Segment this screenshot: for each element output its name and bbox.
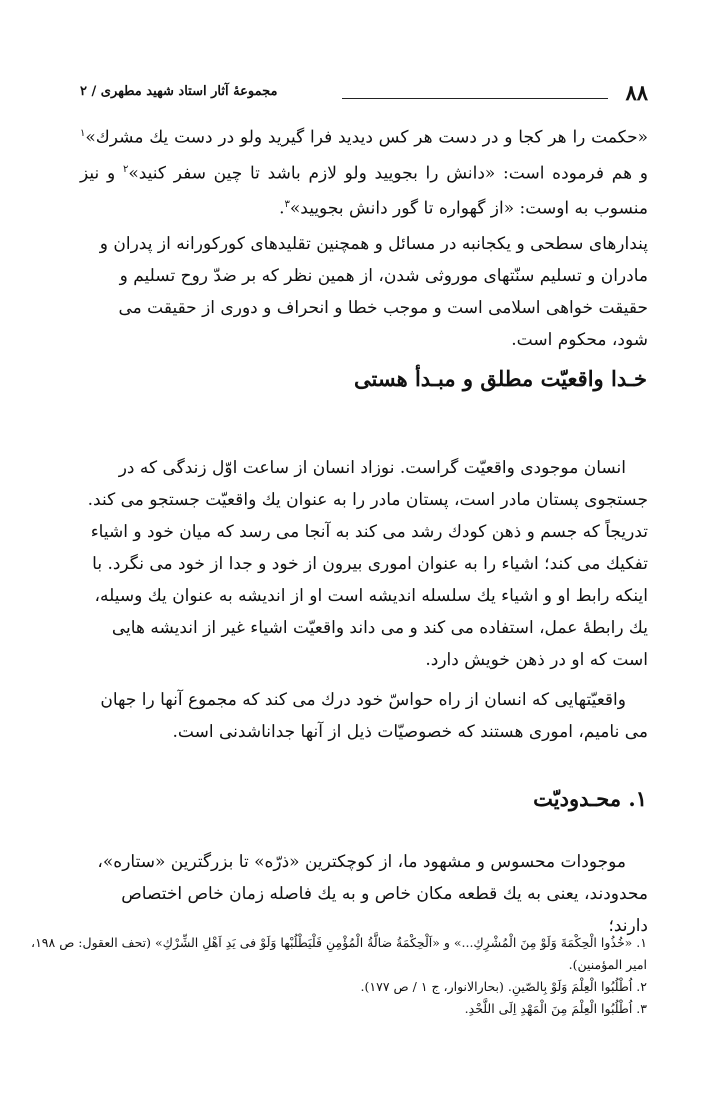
footnotes [31, 932, 647, 1020]
header-rule [342, 98, 608, 99]
paragraph-3-text: انسان موجودی واقعيّت گراست. نوزاد انسان از ساعت اوّل زندگی كه در جستجوی پستان مادر است، پستان مادر را به عنوان يك واقعيّت جستجو می كند. تدريجاً كه جسم و ذهن كودك رشد می كند به آنجا می رسد كه ميان خود و اشياء تفكيك می كند؛ اشياء را به عنوان اموری بيرون از خود و جدا از خود می نگرد. با اينكه رابط او و اشياء يك سلسله انديشه است او از انديشه به عنوان يك وسيله، يك رابطهٔ عمل، استفاده می كند و می داند واقعيّت اشياء غير از انديشه هايی است كه او در ذهن خويش دارد. [87, 458, 648, 670]
running-header [80, 80, 648, 110]
footnote-3: ۳. اُطْلُبُوا الْعِلْمَ مِنَ الْمَهْدِ اِلَى اللَّحْدِ. [464, 1001, 647, 1016]
footnote-ref-1: ۱ [80, 128, 86, 139]
paragraph-1 [80, 118, 648, 225]
page-number: ۸۸ [625, 80, 648, 105]
quote-text-1: «حكمت را هر كجا و در دست هر كس ديديد فرا گيريد ولو در دست يك مشرك» [85, 127, 648, 148]
paragraph-4 [80, 684, 648, 748]
footnote-2: ۲. اُطْلُبُوا الْعِلْمَ وَلَوْ بِالصّينِ. (بحارالانوار، ج ۱ / ص ۱۷۷). [360, 979, 647, 994]
quote-text-2: و هم فرموده است: «دانش را بجوييد ولو لازم باشد تا چين سفر كنيد» [128, 163, 649, 184]
footnote-1: ۱. «خُذُوا الْحِكْمَةَ وَلَوْ مِنَ الْمُشْرِكِ...» و «اَلْحِكْمَةُ ضالَّةُ الْمُؤْمِنِ فَلْيَطْلُبْها وَلَوْ فی يَدِ اَهْلِ الشِّرْكِ» (تحف العقول: ص ۱۹۸، [31, 935, 647, 950]
paragraph-2 [80, 228, 648, 356]
section-heading: خـدا واقعيّت مطلق و مبـدأ هستی [354, 366, 647, 391]
paragraph-4-text: واقعيّتهايی كه انسان از راه حواسّ خود درك می كند كه مجموع آنها را جهان می ناميم، اموری هستند كه خصوصيّات ذيل از آنها جداناشدنی است. [100, 690, 648, 742]
quote-paragraph [80, 118, 648, 225]
footnote-ref-2: ۲ [122, 163, 129, 175]
paragraph-2-text: پندارهای سطحی و يكجانبه در مسائل و همچنين تقليدهای كوركورانه از پدران و مادران و تسليم سنّتهای موروثی شدن، از همين نظر كه بر ضدّ روح تسليم و حقيقت خواهی اسلامی است و موجب خطا و انحراف و دوری از حقيقت می شود، محكوم است. [99, 234, 648, 350]
paragraph-5-text: موجودات محسوس و مشهود ما، از كوچكترين «ذرّه» تا بزرگترين «ستاره»، محدودند، يعنی به يك قطعه مكان خاص و به يك فاصله زمان خاص اختصاص دارند؛ [97, 852, 648, 936]
quote-text-4: . [279, 198, 285, 219]
paragraph-5 [80, 846, 648, 942]
series-title: مجموعهٔ آثار استاد شهيد مطهری / ۲ [80, 84, 278, 99]
footnote-ref-3: ۳ [284, 199, 290, 211]
quote-text-3: و نيز منسوب به اوست: «از گهواره تا گور دانش بجوييد» [80, 163, 648, 219]
paragraph-3 [80, 452, 648, 676]
subsection-heading: ۱. محـدوديّت [533, 786, 647, 811]
footnote-1-continued: امير المؤمنين). [568, 957, 647, 972]
